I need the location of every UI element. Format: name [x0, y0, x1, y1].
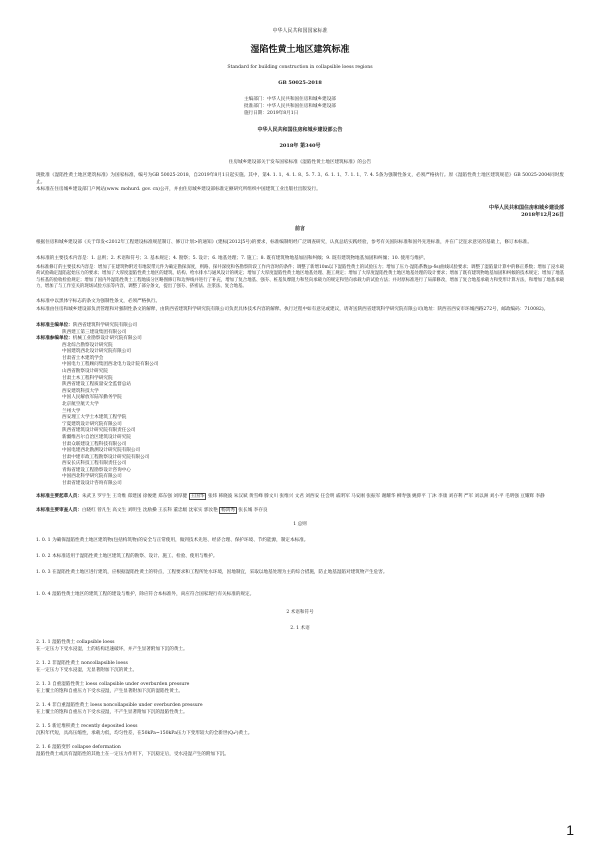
clause: 1. 0. 3 在湿陷性黄土地区进行建筑，应根据湿陷性黄土的特点，工程要求和工程所处水环境，因地制宜，采取以地基处理为主的综合措施，防止地基湿陷对建筑物产生危害。 — [36, 570, 388, 575]
page-number: 1 — [566, 822, 574, 838]
part-unit: 中国电建西北勘测设计研究院有限公司 — [62, 448, 141, 454]
part-unit: 陕西省建设工程质量安全监督总站 — [62, 382, 131, 388]
term-body: 沉积年代短，具高压缩性，承载力低，均匀性差，在50kPa~150kPa压力下变形较大的全新世(Q₄²)黄土。 — [36, 731, 253, 736]
compile-dept: 主编部门：中华人民共和国住房和城乡建设部 — [244, 97, 336, 102]
part-unit: 甘肃中建市政工程勘察设计研究院有限公司 — [62, 454, 150, 460]
standard-header: 中华人民共和国国家标准 — [272, 28, 328, 34]
term-body: 在上覆土的饱和自重压力下受水浸湿，不产生显著附加下沉的湿陷性黄土。 — [36, 710, 188, 715]
reviewers-boxed-name: 杨鸿秀 — [221, 508, 235, 513]
part-unit: 西安长庆科技工程有限责任公司 — [62, 461, 127, 467]
term-body: 在一定压力下受水浸湿，无显著附加下沉的黄土。 — [36, 668, 138, 673]
drafters — [36, 494, 564, 501]
preface-paragraph: 本标准的主要技术内容是：1. 总则；2. 术语和符号；3. 基本规定；4. 勘察；5. 设计；6. 地基处理；7. 施工；8. 既有建筑物地基加固和纠倾；9. 既有建筑物地基加固和纠倾；10. 使用与维护。 — [36, 256, 429, 261]
term-head: 2. 1. 2 非湿陷性黄土 noncollapsible loess — [36, 661, 128, 666]
announce-number: 2018年 第340号 — [279, 143, 321, 149]
term-head: 2. 1. 5 新近堆积黄土 recently deposited loess — [36, 724, 138, 729]
title-cn: 湿陷性黄土地区建筑标准 — [250, 45, 350, 55]
part-unit: 中国电力工程顾问集团西北电力设计院有限公司 — [62, 362, 159, 368]
part-unit: 新疆维吾尔自治区建筑设计研究院 — [62, 434, 131, 440]
term-body: 在上覆土的饱和自重压力下受水浸湿，产生显著附加下沉的湿陷性黄土。 — [36, 689, 184, 694]
drafters-boxed-name: 王国华 — [190, 494, 205, 499]
lead-units — [36, 323, 516, 336]
preface-title: 前言 — [294, 226, 305, 232]
preface-paragraph: 本标准由住房和城乡建设部负责管理和对强制性条文的解释，由陕西省建筑科学研究院有限公司负责具体技术内容的解释。执行过程中如有意见或建议，请寄送陕西省建筑科学研究院有限公司(地址：陕西省西安市环城西路272号，邮政编码：710082)。 — [36, 307, 549, 312]
part-unit: 机械工业勘察设计研究院有限公司 — [72, 336, 142, 341]
preface-paragraph: 本标准中以黑体字标志的条文为强制性条文，必须严格执行。 — [36, 299, 161, 304]
term-body: 湿陷性黄土或具有湿陷性的其他土在一定压力作用下，下沉稳定后，受水浸湿产生的附加下沉。 — [36, 752, 229, 757]
chapter-1-title: 1 总则 — [293, 522, 307, 527]
drafters-label: 本标准主要起草人员： — [36, 494, 82, 499]
term-head: 2. 1. 1 湿陷性黄土 collapsible loess — [36, 640, 115, 645]
chapter-2-title: 2 术语和符号 — [286, 610, 314, 615]
clause: 1. 0. 4 湿陷性黄土地区的建筑工程的建设与维护，除应符合本标准外，尚应符合国家现行有关标准的规定。 — [36, 592, 255, 597]
preface-paragraph: 根据住房和城乡建设部《关于印发<2012年工程建设标准规范制订、修订计划>的通知》(建标[2012]5号)的要求，标准编制组经广泛调查研究，认真总结实践经验，参考有关国际标准和国外先进标准，并在广泛征求意见的基础上，修订本标准。 — [36, 240, 532, 245]
section-2-1-title: 2. 1 术语 — [290, 626, 310, 631]
lead-unit: 陕西建工第三建设集团有限公司 — [62, 329, 127, 335]
effective-date: 施行日期：2019年8月1日 — [244, 111, 299, 116]
sign-org: 中华人民共和国住房和城乡建设部 — [488, 205, 564, 211]
drafters-names: 朱武卫 罗宇生 王奇维 郑建国 徐俊建 郑东强 刘厚健 — [81, 494, 188, 499]
part-unit: 甘肃土木工程科学研究院 — [62, 375, 113, 381]
part-unit: 中国西北科学研究院有限公司 — [62, 474, 122, 480]
lead-unit: 陕西省建筑科学研究院有限公司 — [72, 323, 138, 328]
standard-code: GB 50025-2018 — [278, 80, 322, 86]
clause: 1. 0. 1 为确保湿陷性黄土地区建筑物(包括构筑物)的安全与正常使用，做到技术先进、经济合理、保护环境、节约能源，制定本标准。 — [36, 538, 309, 543]
part-unit: 陕西省建筑设计研究院有限责任公司 — [62, 428, 136, 434]
part-unit: 甘肃省建设设计咨询有限公司 — [62, 481, 122, 487]
part-unit: 青海省建设工程勘察设计咨询中心 — [62, 467, 131, 473]
announce-org: 中华人民共和国住房和城乡建设部公告 — [257, 127, 343, 133]
part-units-label: 本标准参编单位： — [36, 336, 73, 341]
part-unit: 甘肃众联建设工程科技有限公司 — [62, 441, 127, 447]
part-unit: 兰州大学 — [62, 408, 81, 414]
part-unit: 中国建筑西北设计研究院有限公司 — [62, 349, 131, 355]
approve-dept: 批准部门：中华人民共和国住房和城乡建设部 — [244, 104, 336, 109]
reviewers — [36, 508, 564, 515]
term-head: 2. 1. 3 自重湿陷性黄土 loess collapsible under overburden pressure — [36, 682, 190, 687]
part-unit: 中国人民解放军陆军勤务学院 — [62, 395, 122, 401]
title-en: Standard for building construction in collapsible loess regions — [227, 65, 373, 70]
lead-units-label: 本标准主编单位： — [36, 323, 73, 328]
term-body: 在一定压力下受水浸湿，土的结构迅速破坏，并产生显著附加下沉的黄土。 — [36, 647, 188, 652]
part-unit: 北京航空航天大学 — [62, 401, 99, 407]
sign-date: 2018年12月26日 — [521, 212, 564, 218]
part-unit: 西北综合勘察设计研究院 — [62, 342, 113, 348]
part-unit: 宁夏建筑设计研究院有限公司 — [62, 421, 122, 427]
drafters-names-rest: 张炜 韩晓波 朱汉斌 黄雪峰 滕文川 张维兴 文君 刘西安 任会明 戚明军 马安刚 张振军 谢耀华 柳寿强 姚仰平 丁沐 李康 刘存利 严军 刘以洲 刘小平 毛明强 豆耀辉 李静 — [207, 494, 545, 499]
announce-title: 住房城乡建设部关于发布国家标准《湿陷性黄土地区建筑标准》的公告 — [228, 160, 372, 165]
term-head: 2. 1. 6 湿陷变形 collapse deformation — [36, 745, 121, 750]
participant-units — [36, 336, 516, 488]
term-head: 2. 1. 4 非自重湿陷性黄土 loess noncollapsible under overburden pressure — [36, 703, 203, 708]
announce-paragraph: 现批准《湿陷性黄土地区建筑标准》为国家标准，编号为GB 50025-2018，自2019年8月1日起实施。其中，第4. 1. 1、4. 1. 8、5. 7. 3、6. 1. 1、7. 1. 1、7. 4. 5条为强制性条文，必须严格执行。原《湿陷性黄土地区建筑规范》GB 50025-2004同时废止。 — [36, 173, 564, 185]
reviewers-label: 本标准主要审查人员： — [36, 508, 82, 513]
part-unit: 山西省勘察设计研究院 — [62, 368, 108, 374]
preface-paragraph: 本标准修订的主要技术内容是：增加了在建筑物附近有地裂带元件为确定勘探深度，则路、探井深度和各勘察阶段工作内容时的条件；调整了新增10m以下湿陷性黄土的试验压力；增加了压力-湿陷系数(p-δs)曲线试验要求；调整了湿陷量计算中的修正系数；增加了浸水载荷试验确定湿陷起始压力的要求；增加了大厚度湿陷性黄土地区的建筑、结构、给水排水与通风设计的规定；增加了大厚度湿陷性黄土地区地基处理、施工规定；增加了大厚度湿陷性黄土地区地基处理的设计要求；增加了既有建筑物地基加固和纠倾的技术规定；增加了地基与桩基的验收检验规定；增加了国内外湿陷性黄土工程地质分区略图修订和边界线并进行了补充，增加了复合地基、强夯、桩基负摩阻力和竖向承载力的规定和竖向承载力的试验方法；并对原标准进行了局部修改，增加了复合地基承载力和变形计算方法，和增加了地基承载力，增加了与工作室关的现场试验方法等内容，调整了部分条文，提出了强夯、挤密法、注浆法、复合地基。 — [36, 265, 564, 290]
reviewers-names: 白晓红 曾凡生 高文生 刘明生 沈励操 王长科 董忠级 沈家实 郭汝艳 — [81, 508, 218, 513]
part-unit: 西安建筑科技大学 — [62, 388, 99, 394]
clause: 1. 0. 2 本标准适用于湿陷性黄土地区建筑工程的勘察、设计、施工、检验、使用与维护。 — [36, 554, 218, 559]
announce-paragraph: 本标准在住房城乡建设部门户网站(www. mohurd. gov. cn)公开，并由住房城乡建设部标准定额研究所组织中国建筑工业出版社出版发行。 — [36, 187, 321, 192]
part-unit: 西安理工大学土木建筑工程学院 — [62, 415, 127, 421]
part-unit: 甘肃省土木建筑学会 — [62, 355, 104, 361]
reviewers-names-rest: 张长城 李存良 — [238, 508, 268, 513]
